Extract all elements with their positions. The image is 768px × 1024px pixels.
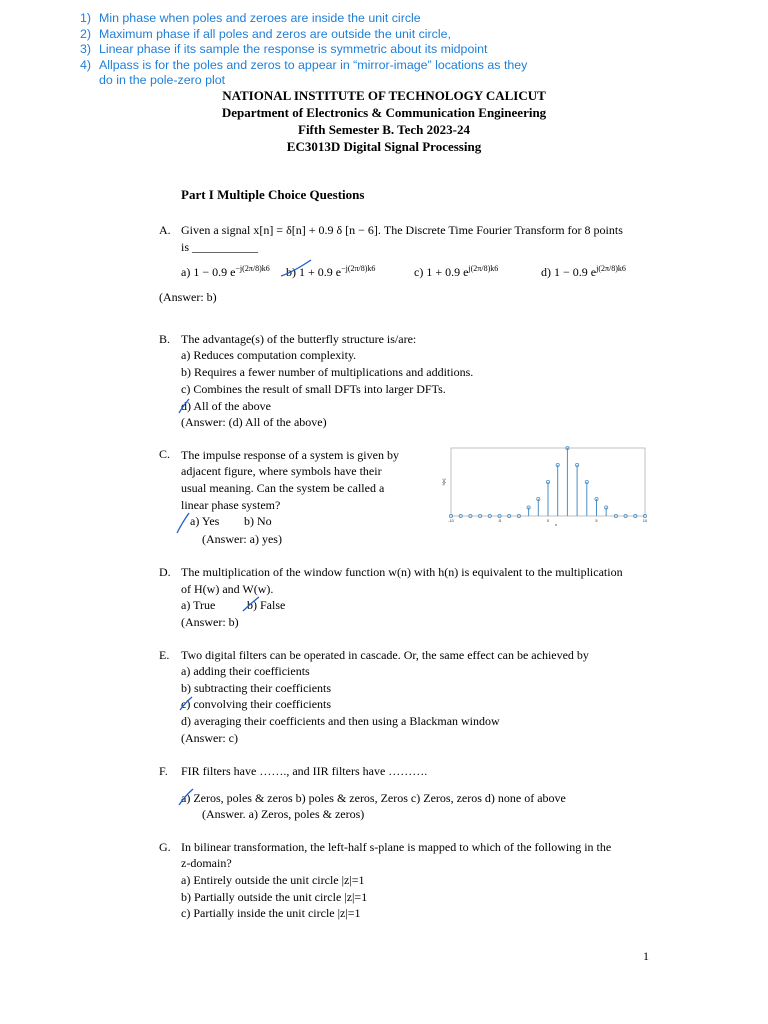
impulse-response-chart	[441, 446, 649, 526]
question-g-label: G.	[159, 840, 171, 854]
x-tick-label: -5	[497, 518, 502, 523]
question-c-line-3: usual meaning. Can the system be called a	[181, 481, 385, 495]
question-e-label: E.	[159, 648, 170, 662]
question-a-option-a: a) 1 − 0.9 $e^{-j(2\pi/8)k6}$	[181, 264, 270, 279]
question-e-option-b: b) subtracting their coefficients	[181, 681, 332, 695]
question-b-label: B.	[159, 332, 171, 346]
pen-tick-mark-f	[177, 787, 195, 807]
note-2: 2) Maximum phase if all poles and zeros are outside the unit circle,	[80, 26, 451, 41]
x-tick-label: 5	[595, 518, 598, 523]
question-c-option-b: b) No	[244, 514, 272, 528]
question-d-option-a: a) True	[181, 598, 216, 612]
question-b-option-a: a) Reduces computation complexity.	[181, 348, 357, 362]
question-e-text: Two digital filters can be operated in cascade. Or, the same effect can be achieved by	[181, 648, 589, 662]
department-title: Department of Electronics & Communication Engineering	[221, 105, 547, 120]
question-a-text: Given a signal x[n] = δ[n] + 0.9 δ [n − 6]. The Discrete Time Fourier Transform for 8 points	[181, 223, 623, 237]
question-b-option-d: d) All of the above	[181, 399, 271, 413]
question-c-answer: (Answer: a) yes)	[202, 532, 282, 546]
question-f-label: F.	[159, 764, 168, 778]
question-b-answer: (Answer: (d) All of the above)	[181, 415, 327, 429]
question-b-text: The advantage(s) of the butterfly structure is/are:	[181, 332, 417, 346]
handwritten-notes	[80, 11, 527, 89]
x-tick-label: 0	[546, 518, 550, 523]
question-e-option-d: d) averaging their coefficients and then using a Blackman window	[181, 714, 500, 728]
x-tick-label: 10	[642, 518, 648, 523]
note-1: 1) Min phase when poles and zeroes are inside the unit circle	[80, 11, 421, 25]
pen-tick-mark-a	[279, 258, 313, 278]
question-a-label: A.	[159, 223, 171, 237]
question-a-option-b: b) 1 + 0.9 $e^{-j(2\pi/8)k6}$	[286, 264, 376, 279]
question-g-option-c: c) Partially inside the unit circle |z|=1	[181, 906, 361, 920]
question-d-text: The multiplication of the window function w(n) with h(n) is equivalent to the multiplication	[181, 565, 623, 579]
question-a-option-c: c) 1 + 0.9 $e^{j(2\pi/8)k6}$	[414, 264, 499, 279]
question-g-option-b: b) Partially outside the unit circle |z|=1	[181, 890, 368, 904]
question-c-label: C.	[159, 447, 171, 461]
pen-tick-mark-b	[177, 397, 191, 415]
question-e-answer: (Answer: c)	[181, 731, 238, 745]
question-e-option-c: c) convolving their coefficients	[181, 697, 332, 711]
note-4-continuation: do in the pole-zero plot	[99, 73, 226, 88]
semester-title: Fifth Semester B. Tech 2023-24	[298, 122, 470, 137]
question-g-text: In bilinear transformation, the left-half s-plane is mapped to which of the following in the	[181, 840, 612, 854]
question-d-text-cont: of H(w) and W(w).	[181, 582, 274, 596]
x-axis-label: n	[554, 522, 558, 526]
course-title: EC3013D Digital Signal Processing	[286, 139, 482, 154]
pen-tick-mark-e	[178, 695, 194, 712]
question-c-option-a: a) Yes	[190, 514, 220, 528]
question-g-text-cont: z-domain?	[181, 856, 232, 870]
note-3: 3) Linear phase if its sample the response is symmetric about its midpoint	[80, 42, 488, 57]
institute-title: NATIONAL INSTITUTE OF TECHNOLOGY CALICUT	[222, 88, 546, 103]
pen-tick-mark-d	[241, 595, 261, 613]
y-axis-label: h[n]	[441, 478, 446, 486]
question-f-options: a) Zeros, poles & zeros b) poles & zeros, Zeros c) Zeros, zeros d) none of above	[181, 791, 566, 805]
question-f-answer: (Answer. a) Zeros, poles & zeros)	[202, 807, 365, 821]
section-title: Part I Multiple Choice Questions	[181, 187, 365, 202]
question-g-option-a: a) Entirely outside the unit circle |z|=1	[181, 873, 365, 887]
question-d-answer: (Answer: b)	[181, 615, 239, 629]
question-b-option-b: b) Requires a fewer number of multiplications and additions.	[181, 365, 474, 379]
question-b-option-c: c) Combines the result of small DFTs into larger DFTs.	[181, 382, 446, 396]
x-tick-label: -10	[448, 518, 454, 523]
question-c-line-2: adjacent figure, where symbols have their	[181, 464, 382, 478]
question-a-answer: (Answer: b)	[159, 290, 217, 304]
question-a-text-cont: is ___________	[181, 240, 259, 254]
question-c-line-1: The impulse response of a system is given by	[181, 448, 399, 462]
question-d-label: D.	[159, 565, 171, 579]
question-e-option-a: a) adding their coefficients	[181, 664, 310, 678]
question-a-option-d: d) 1 − 0.9 $e^{j(2\pi/8)k6}$	[541, 264, 626, 279]
question-c-line-4: linear phase system?	[181, 498, 281, 512]
pen-tick-mark-c	[175, 511, 191, 535]
page-number: 1	[643, 949, 649, 963]
note-4: 4) Allpass is for the poles and zeros to appear in “mirror-image” locations as they	[80, 57, 528, 72]
question-f-text: FIR filters have ……., and IIR filters have ……….	[181, 764, 428, 778]
question-d-option-b: b) False	[247, 598, 286, 612]
